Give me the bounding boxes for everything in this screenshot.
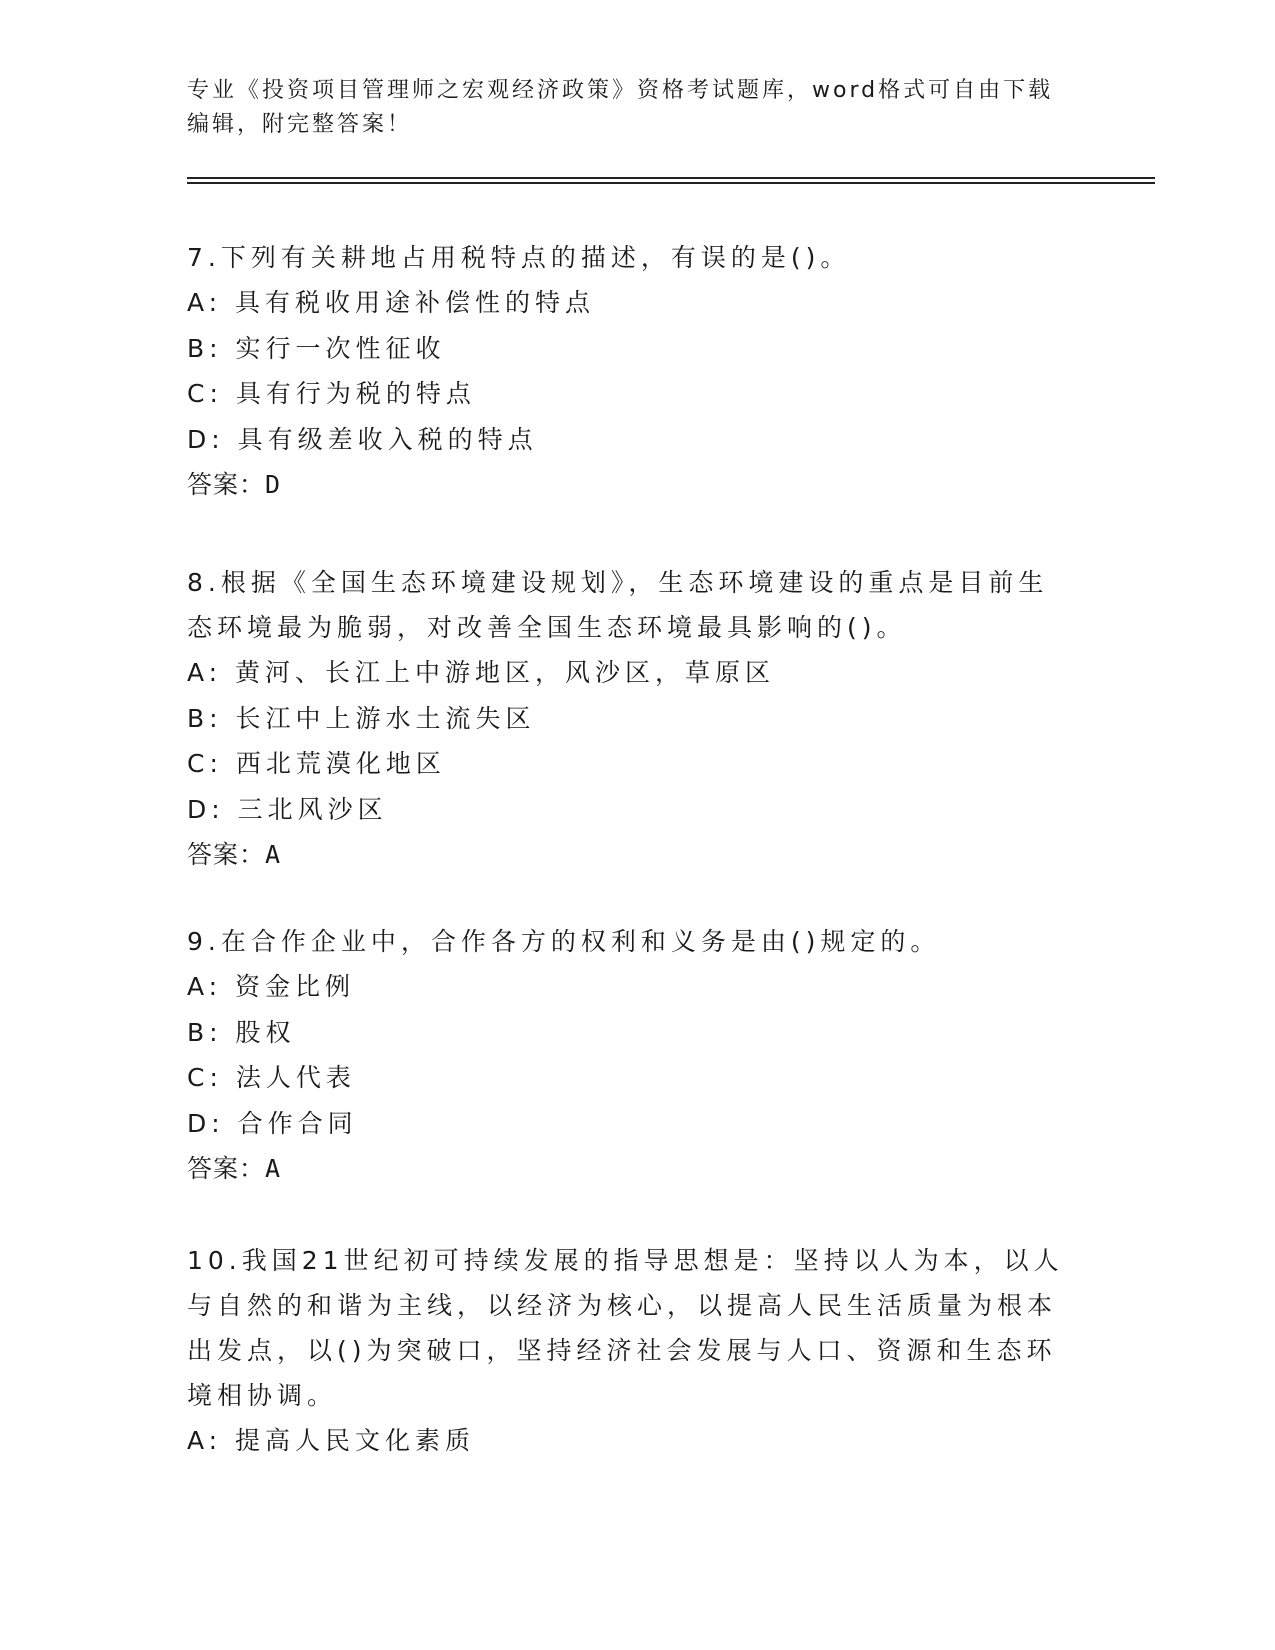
answer-value: A [265, 1154, 282, 1183]
question-9 [187, 919, 1067, 1192]
option-d: D: 合作合同 [187, 1108, 358, 1138]
header-divider-top [187, 177, 1155, 179]
answer-label: 答案： [187, 470, 266, 499]
option-c: C: 西北荒漠化地区 [187, 749, 446, 778]
option-a: A: 黄河、长江上中游地区，风沙区，草原区 [187, 658, 776, 687]
answer-label: 答案： [187, 840, 266, 869]
answer-line [187, 832, 1067, 878]
document-header [187, 74, 1067, 142]
header-divider-bottom [187, 182, 1155, 184]
option-d: D: 具有级差收入税的特点 [187, 424, 538, 454]
answer-value: D [265, 470, 282, 499]
answer-line [187, 462, 1067, 508]
option-c: C: 具有行为税的特点 [187, 379, 476, 408]
question-10 [187, 1238, 1067, 1464]
answer-label: 答案： [187, 1154, 266, 1183]
answer-line [187, 1146, 1067, 1192]
answer-value: A [265, 840, 282, 869]
option-b: B: 实行一次性征收 [187, 333, 446, 363]
question-stem: 7.下列有关耕地占用税特点的描述，有误的是()。 [187, 243, 851, 272]
question-7 [187, 235, 1067, 508]
option-d: D: 三北风沙区 [187, 794, 388, 824]
question-8 [187, 560, 1067, 878]
option-a: A: 具有税收用途补偿性的特点 [187, 288, 596, 317]
question-stem: 10.我国21世纪初可持续发展的指导思想是：坚持以人为本，以人与自然的和谐为主线，以经济为核心，以提高人民生活质量为根本出发点，以()为突破口，坚持经济社会发展与人口、资源和生态环境相协调。 [187, 1246, 1064, 1410]
option-b: B: 股权 [187, 1017, 296, 1047]
header-text: 专业《投资项目管理师之宏观经济政策》资格考试题库，word格式可自由下载编辑，附完整答案！ [187, 78, 1054, 137]
question-stem: 8.根据《全国生态环境建设规划》，生态环境建设的重点是目前生态环境最为脆弱，对改善全国生态环境最具影响的()。 [187, 568, 1049, 642]
option-a: A: 资金比例 [187, 972, 356, 1001]
option-b: B: 长江中上游水土流失区 [187, 703, 536, 733]
option-c: C: 法人代表 [187, 1063, 356, 1092]
question-stem: 9.在合作企业中，合作各方的权利和义务是由()规定的。 [187, 927, 941, 956]
option-a: A: 提高人民文化素质 [187, 1426, 476, 1455]
